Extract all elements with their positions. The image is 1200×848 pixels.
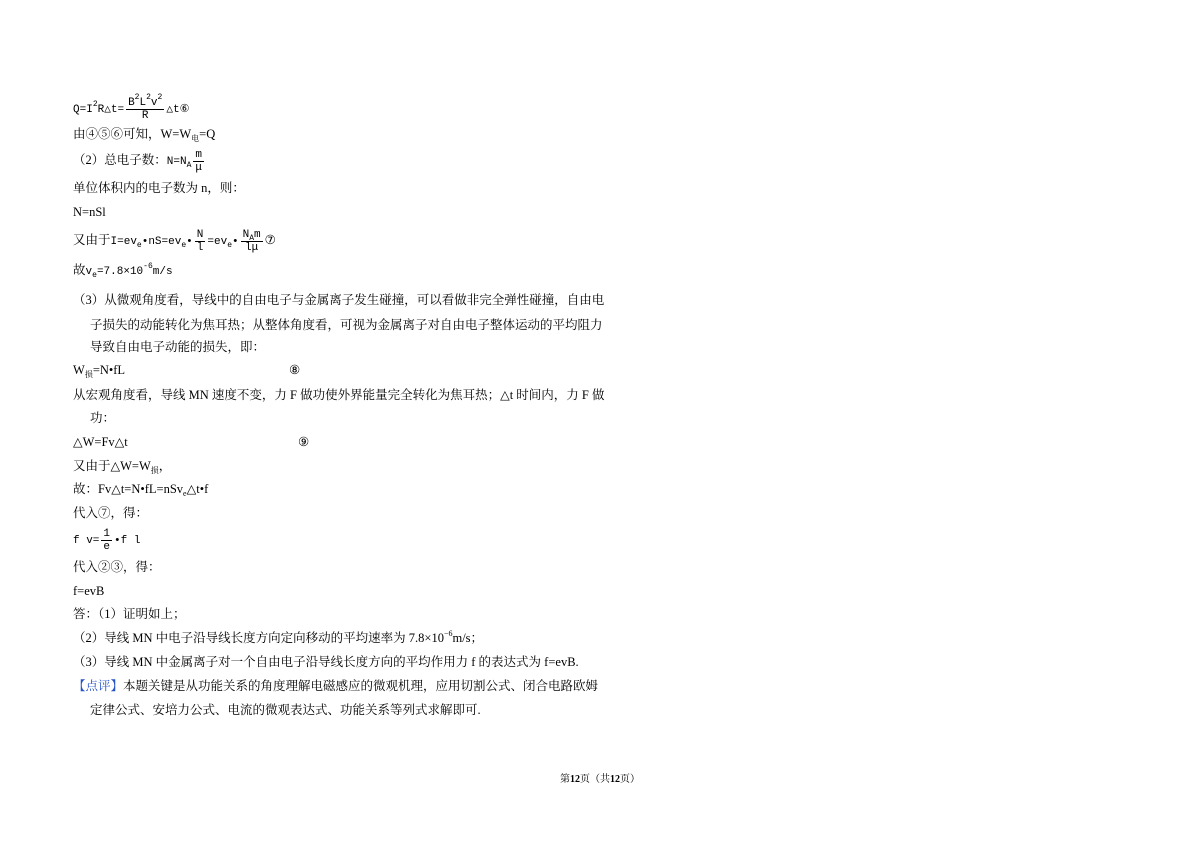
comment-line: 定律公式、安培力公式、电流的微观表达式、功能关系等列式求解即可. [90, 703, 481, 717]
eq-text: Q=I [73, 104, 93, 116]
eq-text: △W=Fv△t [73, 435, 128, 449]
answer-3: （3）导线 MN 中金属离子对一个自由电子沿导线长度方向的平均作用力 f 的表达式为 f=evB. [73, 655, 579, 669]
fraction [101, 528, 112, 553]
page-number: 12 [570, 774, 580, 785]
line-text: =Q [199, 127, 216, 141]
equation-current [73, 224, 276, 256]
exponent: 2 [146, 92, 151, 102]
eq-text: W [73, 363, 85, 377]
footer-text: 页（共 [580, 774, 610, 785]
line-text: ， [158, 459, 172, 473]
num-symbol: N [242, 228, 250, 241]
subscript: e [227, 241, 232, 250]
line-text: 故：Fv△t=N•fL=nSv [73, 482, 184, 496]
line-text: 本题关键是从功能关系的角度理解电磁感应的微观机理，应用切割公式、闭合电路欧姆 [123, 679, 599, 693]
fraction-denominator: lμ [245, 241, 259, 254]
eq-text: =ev [207, 236, 228, 248]
line-text: m/s； [452, 631, 484, 645]
fraction-denominator: μ [195, 161, 202, 174]
exponent: -6 [143, 262, 153, 271]
eq-text: • [232, 236, 239, 248]
paragraph-line: 功： [90, 411, 116, 425]
line-text: （2）总电子数： [73, 153, 167, 167]
comment-tag: 【点评】 [73, 679, 124, 693]
page-footer [0, 772, 1200, 788]
eq-text: m/s [152, 266, 173, 278]
equation-tag: ⑥ [179, 104, 190, 116]
fraction-denominator: e [103, 540, 111, 553]
exponent: −6 [443, 629, 453, 638]
fraction-numerator: 1 [103, 527, 111, 540]
paragraph-line: （3）从微观角度看，导线中的自由电子与金属离子发生碰撞，可以看做非完全弹性碰撞，自由电 [73, 293, 605, 307]
fraction-denominator: l [196, 241, 204, 254]
eq-text: •nS=ev [141, 236, 182, 248]
eq-text: • [186, 236, 193, 248]
num-symbol: B [128, 96, 135, 109]
subscript: e [92, 271, 97, 280]
footer-text: 第 [560, 774, 570, 785]
eq-text: f v= [73, 535, 100, 547]
fraction [195, 229, 206, 254]
eq-text: △t [166, 104, 180, 116]
subscript: 电 [191, 134, 200, 143]
fraction-numerator [241, 229, 263, 242]
equation-n: N=nSl [73, 205, 106, 219]
subscript: 损 [84, 370, 93, 379]
eq-text: N=N [166, 156, 187, 168]
eq-text: I=ev [110, 236, 137, 248]
eq-text: v [85, 266, 93, 278]
line-text: △t•f [186, 482, 209, 496]
num-symbol: L [139, 96, 147, 109]
footer-text: 页） [620, 774, 640, 785]
text-line: 代入②③，得： [73, 560, 161, 574]
fraction [193, 149, 204, 174]
eq-text: •f l [114, 535, 141, 547]
eq-text: =N•fL [92, 363, 126, 377]
num-symbol: v [150, 96, 158, 109]
subscript: 损 [150, 466, 159, 475]
line-text: （2）导线 MN 中电子沿导线长度方向定向移动的平均速率为 7.8×10 [73, 631, 444, 645]
answer-1: 答：（1）证明如上； [73, 607, 186, 621]
num-symbol: m [254, 228, 261, 241]
equation-tag: ⑧ [289, 363, 301, 377]
page-total: 12 [610, 774, 620, 785]
subscript: A [249, 233, 255, 243]
exponent: 2 [134, 92, 140, 102]
paragraph-line: 从宏观角度看，导线 MN 速度不变，力 F 做功使外界能量完全转化为焦耳热；△t 时间内，力 F 做 [73, 388, 605, 402]
line-text: 又由于 [73, 233, 111, 247]
equation-tag: ⑦ [264, 233, 276, 247]
fraction [241, 229, 263, 254]
text-line: 单位体积内的电子数为 n，则： [73, 181, 245, 195]
fraction-denominator: R [141, 109, 149, 122]
text-line: 代入⑦，得： [73, 506, 149, 520]
equation-tag: ⑨ [298, 435, 310, 449]
fraction-numerator [126, 92, 164, 110]
paragraph-line: 子损失的动能转化为焦耳热；从整体角度看，可视为金属离子对自由电子整体运动的平均阻力 [90, 318, 603, 332]
line-text: 故 [73, 263, 86, 277]
fraction-numerator: m [195, 148, 202, 161]
subscript: A [186, 161, 192, 170]
fraction-numerator: N [196, 228, 204, 241]
subscript: e [181, 241, 187, 250]
equation-drift-velocity [73, 254, 173, 286]
line-text: 由④⑤⑥可知，W=W [73, 127, 192, 141]
paragraph-line: 导致自由电子动能的损失，即： [90, 340, 266, 354]
line-text: 又由于△W=W [73, 459, 151, 473]
eq-text: R△t= [97, 104, 125, 116]
exponent: 2 [92, 100, 98, 109]
equation-force: f=evB [73, 584, 105, 598]
subscript: e [136, 241, 142, 250]
subscript: e [183, 489, 187, 498]
eq-text: =7.8×10 [96, 266, 144, 278]
exponent: 2 [157, 92, 163, 102]
